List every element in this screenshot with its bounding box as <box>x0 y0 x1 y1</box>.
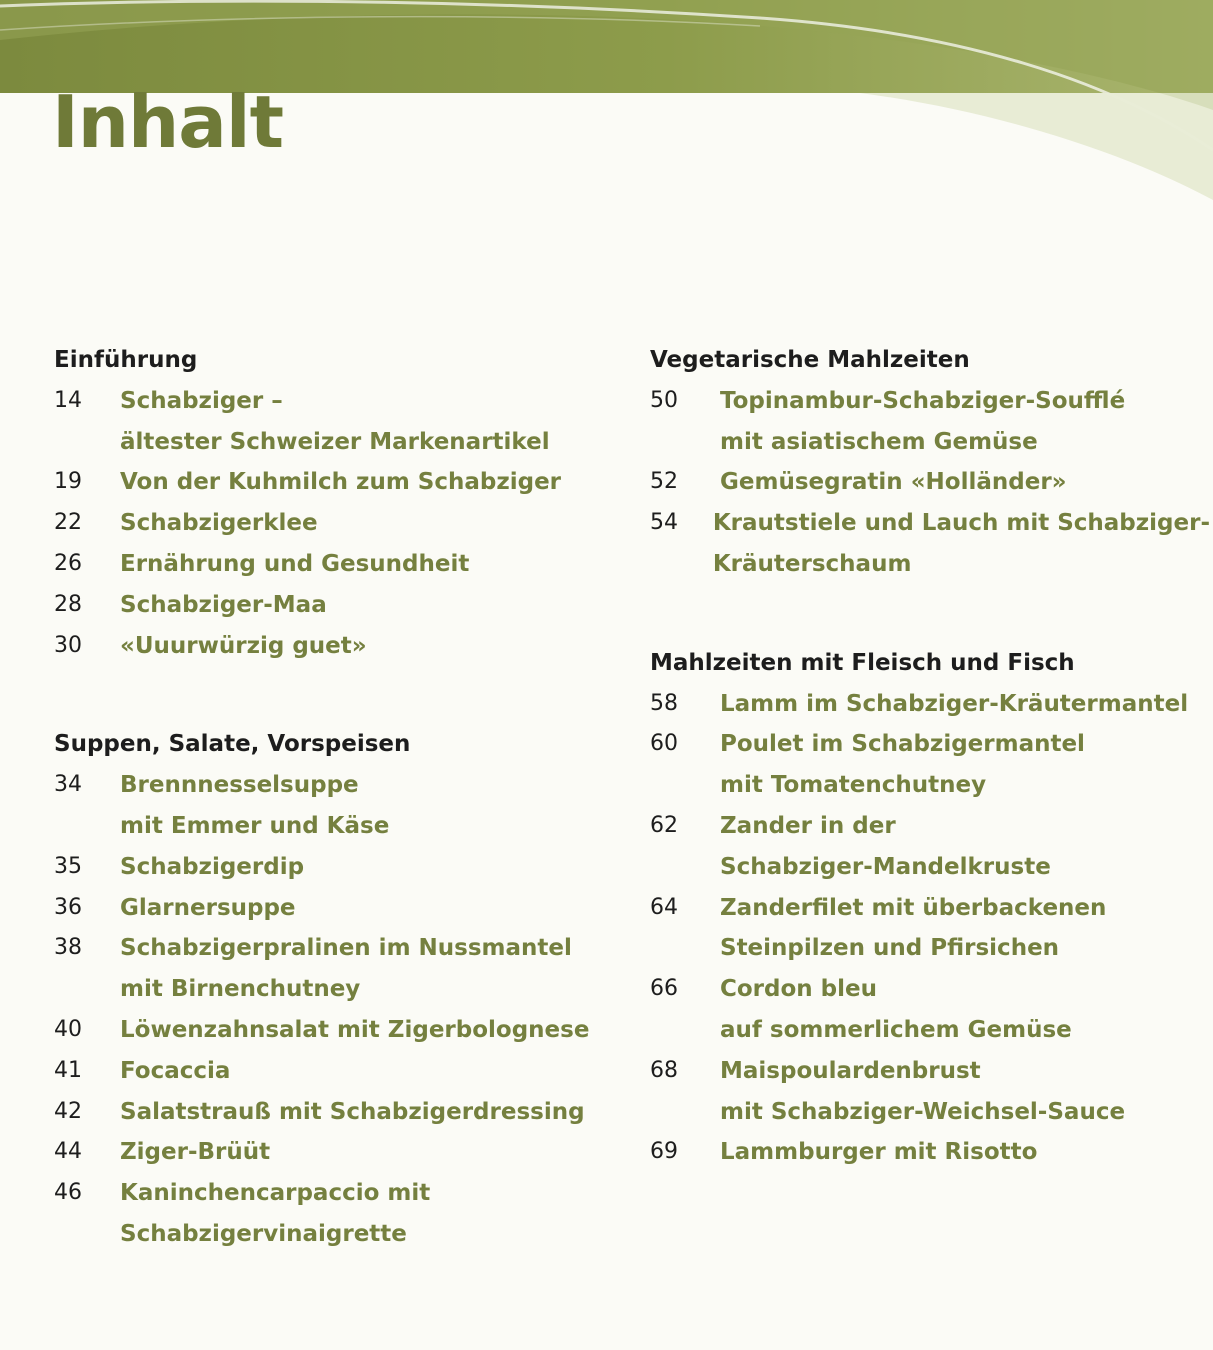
toc-entry <box>650 806 1210 888</box>
toc-entry <box>54 888 614 929</box>
toc-entry <box>650 381 1210 463</box>
section-heading: Suppen, Salate, Vorspeisen <box>54 731 411 758</box>
toc-entry <box>54 1092 614 1133</box>
entry-title: Schabzigerklee <box>120 510 318 537</box>
entry-title: Löwenzahnsalat mit Zigerbolognese <box>120 1016 590 1043</box>
page-number: 36 <box>54 894 82 920</box>
entry-title: Lammburger mit Risotto <box>720 1139 1038 1166</box>
page-number: 35 <box>54 853 82 879</box>
toc-entry <box>650 684 1210 725</box>
toc-left-column <box>54 340 614 1313</box>
page-number: 44 <box>54 1139 82 1165</box>
toc-entry <box>54 626 614 667</box>
entry-title: Kräuterschaum <box>712 550 912 577</box>
entry-title: mit Emmer und Käse <box>120 812 390 839</box>
page-number: 30 <box>54 632 82 658</box>
toc-entry <box>54 847 614 888</box>
page-number: 66 <box>650 976 678 1002</box>
page-number: 34 <box>54 772 82 798</box>
toc-entry <box>54 1010 614 1051</box>
toc-section <box>54 724 614 1254</box>
entry-title: Maispoulardenbrust <box>720 1057 981 1084</box>
section-heading: Mahlzeiten mit Fleisch und Fisch <box>650 649 1075 676</box>
entry-title: Ziger-Brüüt <box>120 1139 271 1166</box>
entry-title: Ernährung und Gesundheit <box>120 550 470 577</box>
toc-entry <box>54 928 614 1010</box>
page-number: 52 <box>650 469 678 495</box>
toc-section <box>650 643 1210 1173</box>
page-number: 42 <box>54 1098 82 1124</box>
entry-title: Kaninchencarpaccio mit <box>120 1180 431 1207</box>
entry-title: mit Tomatenchutney <box>720 772 987 799</box>
entry-title: Schabziger – <box>120 387 283 414</box>
toc-entry <box>54 544 614 585</box>
entry-title: mit Birnenchutney <box>120 976 361 1003</box>
entry-title: Schabziger-Maa <box>120 591 327 618</box>
toc-entry <box>54 1132 614 1173</box>
entry-title: mit asiatischem Gemüse <box>720 428 1038 455</box>
toc-entry <box>54 765 614 847</box>
entry-title: Von der Kuhmilch zum Schabziger <box>120 469 562 496</box>
toc-entry <box>54 503 614 544</box>
entry-title: Brennnesselsuppe <box>120 772 359 799</box>
entry-title: Schabzigerpralinen im Nussmantel <box>120 935 572 962</box>
entry-title: mit Schabziger-Weichsel-Sauce <box>720 1098 1126 1125</box>
toc-entry <box>54 585 614 626</box>
entry-title: Zanderfilet mit überbackenen <box>720 894 1107 921</box>
entry-title: Salatstrauß mit Schabzigerdressing <box>120 1098 585 1125</box>
toc-entry <box>650 1132 1210 1173</box>
page-number: 38 <box>54 935 82 961</box>
page-number: 41 <box>54 1057 82 1083</box>
page-number: 22 <box>54 510 82 536</box>
entry-title: Topinambur-Schabziger-Soufflé <box>720 387 1126 414</box>
section-heading: Vegetarische Mahlzeiten <box>650 347 970 373</box>
entry-title: Schabzigervinaigrette <box>120 1220 407 1247</box>
page-number: 28 <box>54 591 82 617</box>
toc-entry <box>650 969 1210 1051</box>
page-number: 26 <box>54 550 82 576</box>
entry-title: Gemüsegratin «Holländer» <box>720 469 1067 496</box>
toc-entry <box>54 1051 614 1092</box>
page-title: Inhalt <box>52 80 283 164</box>
page-number: 68 <box>650 1057 678 1083</box>
page-number: 19 <box>54 469 82 495</box>
toc-entry <box>650 1051 1210 1133</box>
page-number: 14 <box>54 387 82 413</box>
entry-title: Cordon bleu <box>720 976 877 1003</box>
page-number: 40 <box>54 1016 82 1042</box>
page-number: 50 <box>650 387 678 413</box>
entry-title: Focaccia <box>120 1057 231 1084</box>
entry-title: Poulet im Schabzigermantel <box>720 731 1085 758</box>
page-number: 58 <box>650 690 678 716</box>
page-number: 60 <box>650 731 678 757</box>
entry-title: Lamm im Schabziger-Kräutermantel <box>720 690 1189 717</box>
toc-section <box>54 340 614 666</box>
entry-title: Glarnersuppe <box>120 894 296 921</box>
toc-entry <box>54 1173 614 1255</box>
page-number: 46 <box>54 1180 82 1206</box>
entry-title: Zander in der <box>720 812 896 839</box>
toc-section <box>650 340 1210 585</box>
toc-entry <box>650 888 1210 970</box>
toc-right-column <box>650 340 1210 1231</box>
entry-title: Steinpilzen und Pfirsichen <box>720 935 1060 962</box>
page-number: 64 <box>650 894 678 920</box>
entry-title: Schabzigerdip <box>120 853 305 880</box>
entry-title: ältester Schweizer Markenartikel <box>120 428 550 455</box>
toc-entry <box>650 503 1210 585</box>
page-number: 54 <box>650 510 678 536</box>
entry-title: «Uuurwürzig guet» <box>120 632 367 659</box>
section-heading: Einführung <box>54 347 198 373</box>
toc-entry <box>54 462 614 503</box>
entry-title: Krautstiele und Lauch mit Schabziger- <box>712 510 1210 537</box>
toc-entry <box>650 462 1210 503</box>
toc-entry <box>650 724 1210 806</box>
toc-entry <box>54 381 614 463</box>
page-number: 69 <box>650 1139 678 1165</box>
entry-title: auf sommerlichem Gemüse <box>720 1016 1072 1043</box>
entry-title: Schabziger-Mandelkruste <box>720 853 1051 880</box>
page-number: 62 <box>650 812 678 838</box>
